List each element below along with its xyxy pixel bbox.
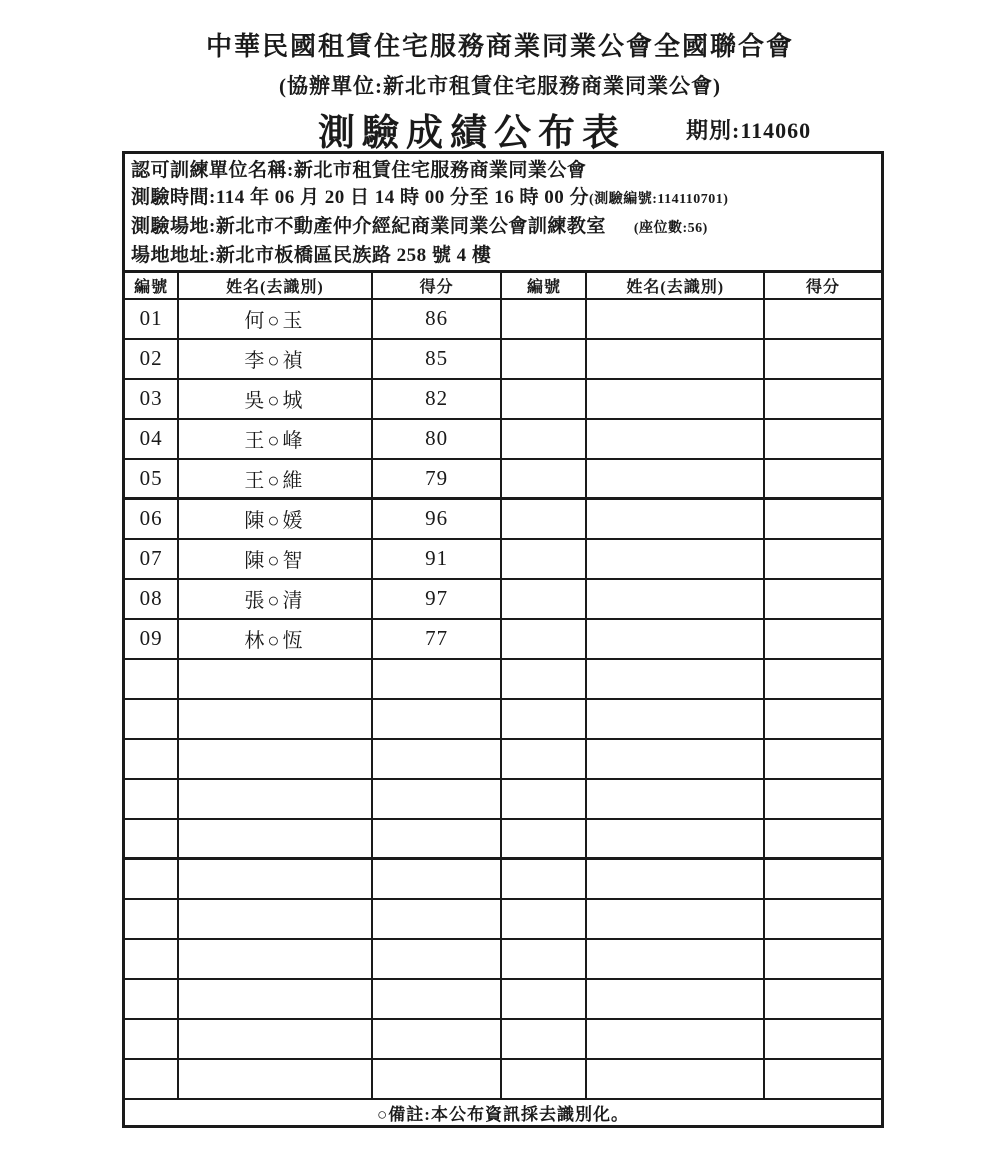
cell-name-left <box>178 779 372 819</box>
cell-name-left: 陳○智 <box>178 539 372 579</box>
cell-score-right <box>764 379 882 419</box>
cell-name-right <box>586 1059 764 1099</box>
cell-no-right <box>501 979 586 1019</box>
cell-no-left: 04 <box>124 419 179 459</box>
table-row <box>124 619 883 659</box>
cell-no-right <box>501 339 586 379</box>
cell-name-right <box>586 979 764 1019</box>
cell-name-right <box>586 539 764 579</box>
cell-score-right <box>764 979 882 1019</box>
cell-no-left <box>124 939 179 979</box>
cell-score-right <box>764 659 882 699</box>
cell-no-right <box>501 499 586 539</box>
cell-name-left: 王○峰 <box>178 419 372 459</box>
cell-no-left: 06 <box>124 499 179 539</box>
column-header: 姓名(去識別) <box>586 272 764 299</box>
cell-score-right <box>764 819 882 859</box>
table-row <box>124 419 883 459</box>
cell-no-right <box>501 619 586 659</box>
cell-score-left <box>372 699 502 739</box>
cell-no-right <box>501 659 586 699</box>
cell-no-left <box>124 699 179 739</box>
cell-no-left <box>124 1059 179 1099</box>
cell-score-right <box>764 739 882 779</box>
cell-no-right <box>501 819 586 859</box>
cell-name-left <box>178 939 372 979</box>
cell-name-right <box>586 739 764 779</box>
cell-name-left <box>178 1059 372 1099</box>
cell-name-right <box>586 499 764 539</box>
venue-address-line: 場地地址:新北市板橋區民族路 258 號 4 樓 <box>131 245 492 266</box>
column-header: 編號 <box>124 272 179 299</box>
cell-score-right <box>764 859 882 899</box>
table-row <box>124 1059 883 1099</box>
cell-name-right <box>586 1019 764 1059</box>
table-row <box>124 1019 883 1059</box>
cell-score-left <box>372 1059 502 1099</box>
cell-no-left <box>124 1019 179 1059</box>
table-row <box>124 779 883 819</box>
seat-count-text: (座位數:56) <box>633 221 708 236</box>
cell-no-right <box>501 459 586 499</box>
cell-score-left <box>372 979 502 1019</box>
cell-no-right <box>501 539 586 579</box>
cell-no-right <box>501 379 586 419</box>
cell-name-left: 林○恆 <box>178 619 372 659</box>
table-row <box>124 579 883 619</box>
cell-no-right <box>501 419 586 459</box>
score-table-body <box>124 299 883 1099</box>
table-row <box>124 659 883 699</box>
cell-name-right <box>586 419 764 459</box>
test-time-text: 測驗時間:114 年 06 月 20 日 14 時 00 分至 16 時 00 分 <box>131 187 590 208</box>
cell-name-left <box>178 979 372 1019</box>
cell-name-left: 陳○媛 <box>178 499 372 539</box>
table-row <box>124 939 883 979</box>
cell-score-right <box>764 299 882 339</box>
table-row <box>124 339 883 379</box>
score-table <box>122 270 884 1128</box>
document-title: 測驗成績公布表 <box>318 113 626 154</box>
cell-name-left: 張○清 <box>178 579 372 619</box>
cell-score-left <box>372 819 502 859</box>
exam-info-box <box>122 151 884 270</box>
cell-name-right <box>586 619 764 659</box>
cell-score-left: 79 <box>372 459 502 499</box>
cell-score-left <box>372 1019 502 1059</box>
cell-score-left: 97 <box>372 579 502 619</box>
cell-score-left: 85 <box>372 339 502 379</box>
cell-score-right <box>764 619 882 659</box>
test-venue-text: 測驗場地:新北市不動產仲介經紀商業同業公會訓練教室 <box>131 216 606 237</box>
cell-name-right <box>586 579 764 619</box>
cell-score-left <box>372 859 502 899</box>
cell-score-right <box>764 1019 882 1059</box>
cell-no-right <box>501 939 586 979</box>
cell-no-left <box>124 899 179 939</box>
cell-score-right <box>764 779 882 819</box>
co-organizer-subtitle: (協辦單位:新北市租賃住宅服務商業同業公會) <box>279 74 721 98</box>
cell-score-left <box>372 739 502 779</box>
cell-no-left: 08 <box>124 579 179 619</box>
cell-no-right <box>501 1059 586 1099</box>
cell-no-left <box>124 739 179 779</box>
score-table-header-row <box>124 272 883 299</box>
cell-no-right <box>501 299 586 339</box>
cell-no-right <box>501 899 586 939</box>
cell-name-right <box>586 659 764 699</box>
column-header: 姓名(去識別) <box>178 272 372 299</box>
cell-score-right <box>764 939 882 979</box>
cell-name-right <box>586 379 764 419</box>
cell-no-left: 05 <box>124 459 179 499</box>
cell-score-left <box>372 939 502 979</box>
table-row <box>124 299 883 339</box>
cell-name-left <box>178 699 372 739</box>
test-venue-line <box>131 213 875 242</box>
cell-name-right <box>586 699 764 739</box>
test-time-line <box>131 184 875 213</box>
cell-no-left: 03 <box>124 379 179 419</box>
cell-no-left: 07 <box>124 539 179 579</box>
cell-score-left: 86 <box>372 299 502 339</box>
cell-no-left <box>124 979 179 1019</box>
cell-score-right <box>764 459 882 499</box>
cell-name-left: 何○玉 <box>178 299 372 339</box>
column-header: 得分 <box>764 272 882 299</box>
cell-name-left <box>178 739 372 779</box>
cell-name-right <box>586 459 764 499</box>
cell-no-left: 01 <box>124 299 179 339</box>
organization-title: 中華民國租賃住宅服務商業同業公會全國聯合會 <box>205 32 794 61</box>
cell-no-right <box>501 859 586 899</box>
cell-score-right <box>764 419 882 459</box>
cell-name-left <box>178 1019 372 1059</box>
cell-name-right <box>586 339 764 379</box>
cell-no-right <box>501 699 586 739</box>
column-header: 編號 <box>501 272 586 299</box>
table-row <box>124 699 883 739</box>
cell-name-left: 李○禎 <box>178 339 372 379</box>
cell-name-right <box>586 819 764 859</box>
cell-no-right <box>501 1019 586 1059</box>
cell-name-right <box>586 939 764 979</box>
cell-no-right <box>501 579 586 619</box>
table-row <box>124 899 883 939</box>
footer-note-row <box>124 1099 883 1127</box>
cell-name-left <box>178 659 372 699</box>
cell-score-left: 96 <box>372 499 502 539</box>
cell-name-left: 吳○城 <box>178 379 372 419</box>
table-row <box>124 539 883 579</box>
document-body <box>122 151 884 1128</box>
cell-name-right <box>586 779 764 819</box>
cell-name-left <box>178 859 372 899</box>
cell-score-right <box>764 499 882 539</box>
cell-score-right <box>764 579 882 619</box>
table-row <box>124 819 883 859</box>
cell-score-left <box>372 899 502 939</box>
cell-no-left: 02 <box>124 339 179 379</box>
cell-score-left: 91 <box>372 539 502 579</box>
cell-no-right <box>501 739 586 779</box>
cell-no-left <box>124 819 179 859</box>
cell-no-left <box>124 779 179 819</box>
cell-name-right <box>586 859 764 899</box>
cell-score-left: 80 <box>372 419 502 459</box>
cell-score-left <box>372 659 502 699</box>
table-row <box>124 459 883 499</box>
document-header <box>0 0 1000 154</box>
training-unit-line: 認可訓練單位名稱:新北市租賃住宅服務商業同業公會 <box>131 160 587 181</box>
cell-score-right <box>764 699 882 739</box>
table-row <box>124 499 883 539</box>
cell-score-right <box>764 339 882 379</box>
cell-name-left <box>178 899 372 939</box>
cell-name-right <box>586 299 764 339</box>
cell-score-left <box>372 779 502 819</box>
cell-score-right <box>764 539 882 579</box>
cell-score-right <box>764 1059 882 1099</box>
cell-no-left: 09 <box>124 619 179 659</box>
cell-score-right <box>764 899 882 939</box>
cell-no-left <box>124 659 179 699</box>
table-row <box>124 979 883 1019</box>
footer-note: ○備註:本公布資訊採去識別化。 <box>124 1099 883 1127</box>
cell-name-right <box>586 899 764 939</box>
column-header: 得分 <box>372 272 502 299</box>
cell-no-left <box>124 859 179 899</box>
table-row <box>124 739 883 779</box>
period-label: 期別:114060 <box>686 118 812 143</box>
cell-score-left: 77 <box>372 619 502 659</box>
test-number-text: (測驗編號:114110701) <box>589 192 729 207</box>
cell-name-left: 王○維 <box>178 459 372 499</box>
cell-score-left: 82 <box>372 379 502 419</box>
cell-no-right <box>501 779 586 819</box>
cell-name-left <box>178 819 372 859</box>
table-row <box>124 379 883 419</box>
main-title-row <box>0 102 1000 154</box>
table-row <box>124 859 883 899</box>
